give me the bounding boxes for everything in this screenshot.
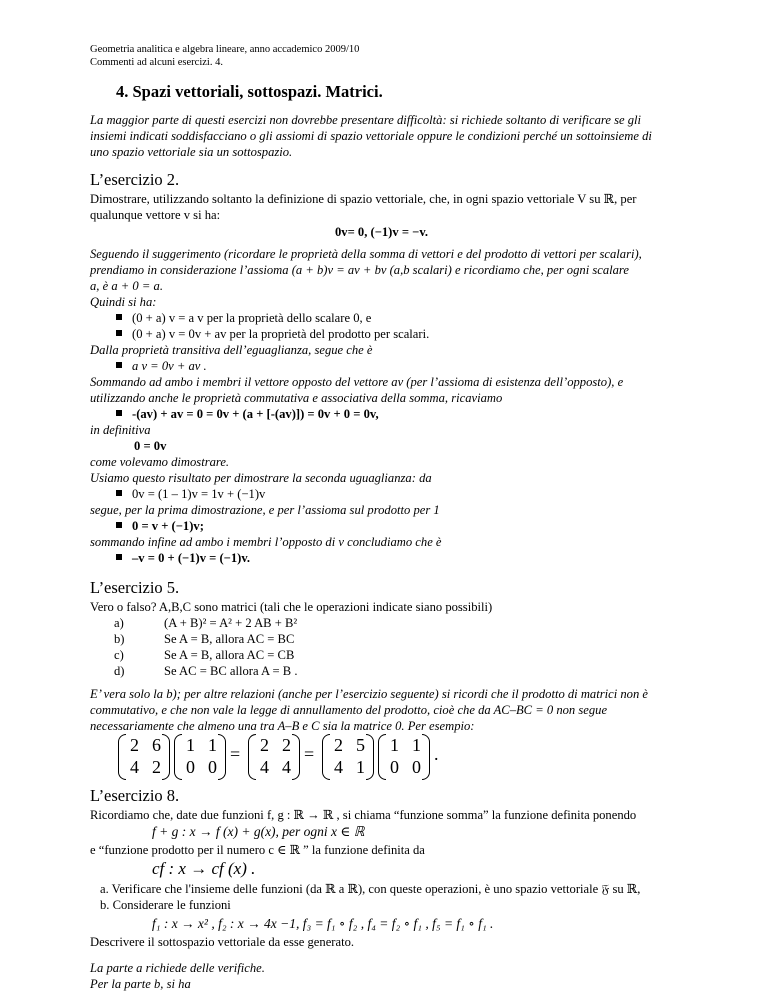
ex8-formula-functions: f₁ : x → x² , f₂ : x → 4x −1, f₃ = f₁ ∘ f₂ , f₄ = f₂ ∘ f₁ , f₅ = f₁ ∘ f₁ .	[152, 916, 494, 931]
comment-line: necessariamente che almeno una tra A–B e C sia la matrice 0. Per esempio:	[90, 719, 475, 733]
matrix-bracket-right	[422, 734, 430, 780]
ex8-formula-product: cf : x → cf (x) .	[152, 859, 256, 878]
intro-line: insiemi indicati soddisfacciano o gli assiomi di spazio vettoriale oppure le condizioni perché un sottoinsieme di	[90, 129, 652, 143]
matrix-cell: 1	[412, 735, 421, 755]
header-line-2: Commenti ad alcuni esercizi. 4.	[90, 57, 223, 68]
proof-line: Dalla proprietà transitiva dell’eguaglianza, segue che è	[90, 343, 373, 357]
proof-line: Seguendo il suggerimento (ricordare le proprietà della somma di vettori e del prodotto di vettori per scalari),	[90, 247, 642, 261]
matrix-cell: 0	[390, 757, 399, 777]
comment-line: commutativo, e che non vale la legge di annullamento del prodotto, cioè che da AC–BC = 0 non segue	[90, 703, 608, 717]
matrix-cell: 4	[282, 757, 291, 777]
ex8-formula-sum: f + g : x → f (x) + g(x), per ogni x ∈ ℝ	[152, 824, 365, 839]
proof-line: prendiamo in considerazione l’assioma (a + b)v = av + bv (a,b scalari) e ricordiamo che, per ogni scalare	[90, 263, 629, 277]
matrix-bracket-left	[118, 734, 126, 780]
matrix	[322, 734, 374, 780]
comment-line: E’ vera solo la b); per altre relazioni (anche per l’esercizio seguente) si ricordi che il prodotto di matrici non è	[90, 687, 648, 701]
page-title: 4. Spazi vettoriali, sottospazi. Matrici.	[116, 82, 383, 101]
intro-line: uno spazio vettoriale sia un sottospazio.	[90, 145, 293, 159]
bullet-square-icon	[116, 490, 122, 496]
matrix-bracket-left	[378, 734, 386, 780]
period: .	[434, 744, 439, 764]
intro-paragraph	[90, 112, 652, 160]
matrix-cell: 2	[334, 735, 343, 755]
matrix-bracket-right	[292, 734, 300, 780]
list-item: –v = 0 + (−1)v = (−1)v.	[116, 550, 250, 566]
bullet-square-icon	[116, 522, 122, 528]
ex2-statement	[90, 191, 636, 223]
list-item: a) (A + B)² = A² + 2 AB + B²	[114, 616, 298, 630]
matrix-bracket-right	[366, 734, 374, 780]
ex8-tail: Per la parte b, si ha	[90, 977, 191, 991]
matrix-cell: 1	[186, 735, 195, 755]
bullet-square-icon	[116, 410, 122, 416]
equals-sign: =	[230, 744, 241, 764]
matrix-cell: 2	[152, 757, 161, 777]
equals-sign: =	[304, 744, 315, 764]
matrix-bracket-right	[162, 734, 170, 780]
matrix	[174, 734, 226, 780]
list-item: b) Se A = B, allora AC = BC	[114, 632, 295, 646]
ex2-formula: 0v= 0, (−1)v = −v.	[335, 225, 429, 239]
list-item: d) Se AC = BC allora A = B .	[114, 664, 298, 678]
matrix-cell: 4	[260, 757, 269, 777]
list-item: (0 + a) v = a v per la proprietà dello scalare 0, e	[116, 310, 371, 326]
running-header	[90, 43, 359, 69]
proof-line: Sommando ad ambo i membri il vettore opposto del vettore av (per l’assioma di esistenza dell’opposto), e	[90, 375, 624, 389]
ex5-statement: Vero o falso? A,B,C sono matrici (tali che le operazioni indicate siano possibili)	[90, 600, 493, 614]
bullet-square-icon	[116, 314, 122, 320]
matrix-cell: 1	[208, 735, 217, 755]
proof-result: 0 = 0v	[134, 439, 167, 453]
list-item: c) Se A = B, allora AC = CB	[114, 648, 295, 662]
matrix-bracket-left	[322, 734, 330, 780]
matrix-cell: 0	[186, 757, 195, 777]
bullet-square-icon	[116, 362, 122, 368]
list-item: a v = 0v + av .	[116, 358, 207, 374]
matrix-cell: 4	[130, 757, 139, 777]
list-item: -(av) + av = 0 = 0v + (a + [-(av)]) = 0v + 0 = 0v,	[116, 406, 379, 422]
ex8-item-a: a. Verificare che l'insieme delle funzioni (da ℝ a ℝ), con queste operazioni, è uno spazio vettoriale 𝔉 su ℝ,	[100, 882, 641, 896]
ex8-line: Ricordiamo che, date due funzioni f, g : ℝ → ℝ , si chiama “funzione somma” la funzione definita ponendo	[90, 808, 637, 822]
bullet-square-icon	[116, 330, 122, 336]
list-item: 0 = v + (−1)v;	[116, 518, 204, 534]
statement-line: Dimostrare, utilizzando soltanto la definizione di spazio vettoriale, che, in ogni spazio vettoriale V su ℝ, per	[90, 192, 637, 206]
section-heading-ex5: L’esercizio 5.	[90, 578, 180, 597]
section-heading-ex8: L’esercizio 8.	[90, 786, 180, 805]
ex8-line: Descrivere il sottospazio vettoriale da esse generato.	[90, 935, 355, 949]
proof-line: sommando infine ad ambo i membri l’opposto di v concludiamo che è	[90, 535, 442, 549]
matrix-bracket-right	[218, 734, 226, 780]
matrix-bracket-left	[174, 734, 182, 780]
matrix-cell: 2	[282, 735, 291, 755]
header-line-1: Geometria analitica e algebra lineare, anno accademico 2009/10	[90, 44, 360, 55]
proof-line: a, è a + 0 = a.	[90, 279, 163, 293]
list-item: 0v = (1 – 1)v = 1v + (−1)v	[116, 486, 265, 502]
matrix-cell: 6	[152, 735, 161, 755]
ex8-line: e “funzione prodotto per il numero c ∈ ℝ ” la funzione definita da	[90, 843, 425, 857]
ex8-item-b: b. Considerare le funzioni	[100, 898, 231, 912]
matrix	[248, 734, 300, 780]
proof-line: Quindi si ha:	[90, 295, 157, 309]
matrix	[378, 734, 430, 780]
ex5-comment	[90, 686, 648, 734]
matrix	[118, 734, 170, 780]
bullet-square-icon	[116, 554, 122, 560]
matrix-cell: 1	[356, 757, 365, 777]
matrix-cell: 5	[356, 735, 365, 755]
matrix-cell: 0	[208, 757, 217, 777]
matrix-cell: 2	[130, 735, 139, 755]
section-heading-ex2: L’esercizio 2.	[90, 170, 180, 189]
intro-line: La maggior parte di questi esercizi non dovrebbe presentare difficoltà: si richiede soltanto di verificare se gli	[90, 113, 642, 127]
statement-line: qualunque vettore v si ha:	[90, 208, 221, 222]
matrix-cell: 0	[412, 757, 421, 777]
ex8-tail: La parte a richiede delle verifiche.	[90, 961, 265, 975]
proof-line: in definitiva	[90, 423, 151, 437]
proof-line: segue, per la prima dimostrazione, e per l’assioma sul prodotto per 1	[90, 503, 440, 517]
ex2-proof-intro	[90, 246, 642, 310]
proof-line: utilizzando anche le proprietà commutativa e associativa della somma, ricaviamo	[90, 391, 503, 405]
proof-line: come volevamo dimostrare.	[90, 455, 230, 469]
matrix-cell: 2	[260, 735, 269, 755]
list-item: (0 + a) v = 0v + av per la proprietà del prodotto per scalari.	[116, 326, 429, 342]
matrix-bracket-left	[248, 734, 256, 780]
matrix-cell: 4	[334, 757, 343, 777]
proof-line: Usiamo questo risultato per dimostrare la seconda uguaglianza: da	[90, 471, 432, 485]
matrix-cell: 1	[390, 735, 399, 755]
